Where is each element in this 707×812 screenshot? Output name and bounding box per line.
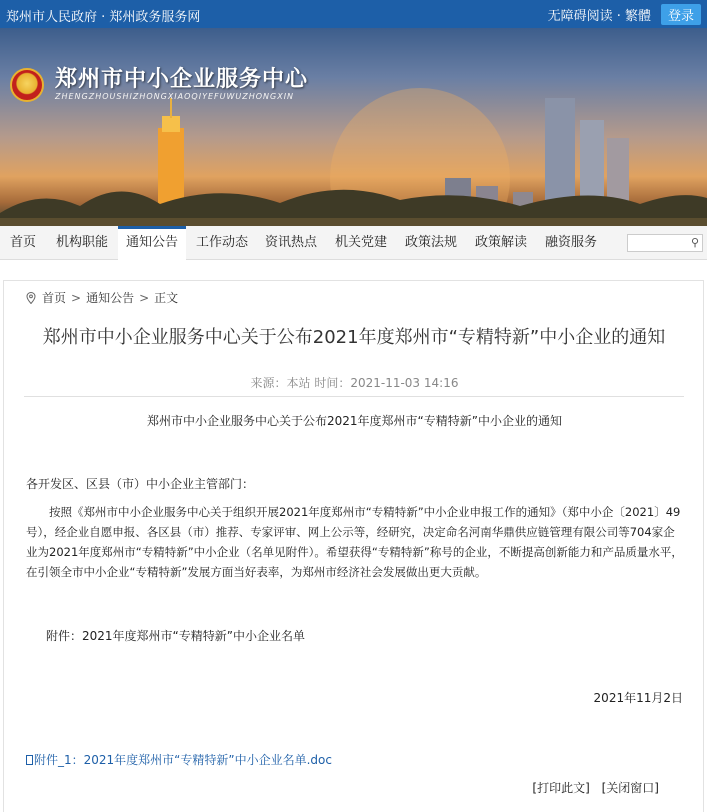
breadcrumb-section[interactable]: 通知公告 (86, 291, 135, 305)
article-body: 按照《郑州市中小企业服务中心关于组织开展2021年度郑州市“专精特新”中小企业申报工作的通知》（郑中小企〔2021〕49号），经企业自愿申报、各区县（市）推荐、专家评审、网上公示等，经研究，决定命名河南华鼎供应链管理有限公司等704家企业为2021年度郑州市“专精特新”中小企业（名单见附件）。希望获得“专精特新”称号的企业，不断提高创新能力和产品质量水平，在引领全市中小企业“专精特新”发展方面当好表率，为郑州市经济社会发展做出更大贡献。 (26, 505, 683, 579)
nav-item-hot-news[interactable]: 资讯热点 (264, 235, 317, 250)
nav-item-party[interactable]: 机关党建 (334, 235, 387, 250)
site-title-pinyin: ZHENGZHOUSHIZHONGXIAOQIYEFUWUZHONGXIN (55, 92, 295, 101)
attachment-link-text[interactable]: 附件_1：2021年度郑州市“专精特新”中小企业名单.doc (34, 753, 332, 767)
nav-item-interpretation[interactable]: 政策解读 (474, 235, 527, 250)
article-meta: 来源：本站 时间：2021-11-03 14:16 (250, 376, 459, 390)
document-icon (26, 755, 33, 765)
location-pin-icon (26, 292, 36, 304)
breadcrumb (26, 289, 178, 306)
city-skyline-image (0, 28, 707, 226)
nav-item-regulations[interactable]: 政策法规 (404, 235, 457, 250)
top-bar-right (548, 4, 701, 25)
search-input[interactable] (627, 234, 703, 252)
breadcrumb-separator: > (139, 290, 150, 305)
close-window-button[interactable]: [关闭窗口] (601, 781, 659, 795)
breadcrumb-separator: > (71, 290, 82, 305)
search-icon[interactable]: ⚲ (690, 236, 699, 249)
nav-item-financing[interactable]: 融资服务 (544, 235, 597, 250)
nav-item-functions[interactable]: 机构职能 (55, 235, 108, 250)
top-bar (0, 0, 707, 28)
attachment-link[interactable] (26, 751, 332, 768)
nav-item-notices[interactable]: 通知公告 (118, 226, 186, 260)
print-button[interactable]: [打印此文] (532, 781, 590, 795)
site-title: 郑州市中小企业服务中心 (55, 66, 309, 92)
article-container (3, 280, 704, 812)
national-emblem-icon (10, 68, 44, 102)
article-actions (524, 779, 659, 796)
portal-links[interactable]: 郑州市人民政府 · 郑州政务服务网 (6, 10, 201, 25)
login-button[interactable]: 登录 (661, 4, 701, 25)
attachment-note: 附件：2021年度郑州市“专精特新”中小企业名单 (46, 629, 305, 643)
breadcrumb-home[interactable]: 首页 (42, 291, 67, 305)
article-title: 郑州市中小企业服务中心关于公布2021年度郑州市“专精特新”中小企业的通知 (42, 327, 666, 348)
article-salutation: 各开发区、区县（市）中小企业主管部门： (26, 477, 255, 491)
nav-item-work-news[interactable]: 工作动态 (195, 235, 248, 250)
divider (24, 396, 684, 397)
article-date: 2021年11月2日 (593, 691, 683, 705)
site-banner (0, 28, 707, 226)
nav-item-home[interactable]: 首页 (9, 235, 36, 250)
article-subtitle: 郑州市中小企业服务中心关于公布2021年度郑州市“专精特新”中小企业的通知 (147, 414, 562, 428)
accessibility-links[interactable]: 无障碍阅读 · 繁體 (547, 9, 651, 24)
breadcrumb-current: 正文 (154, 291, 179, 305)
main-nav (0, 226, 707, 260)
